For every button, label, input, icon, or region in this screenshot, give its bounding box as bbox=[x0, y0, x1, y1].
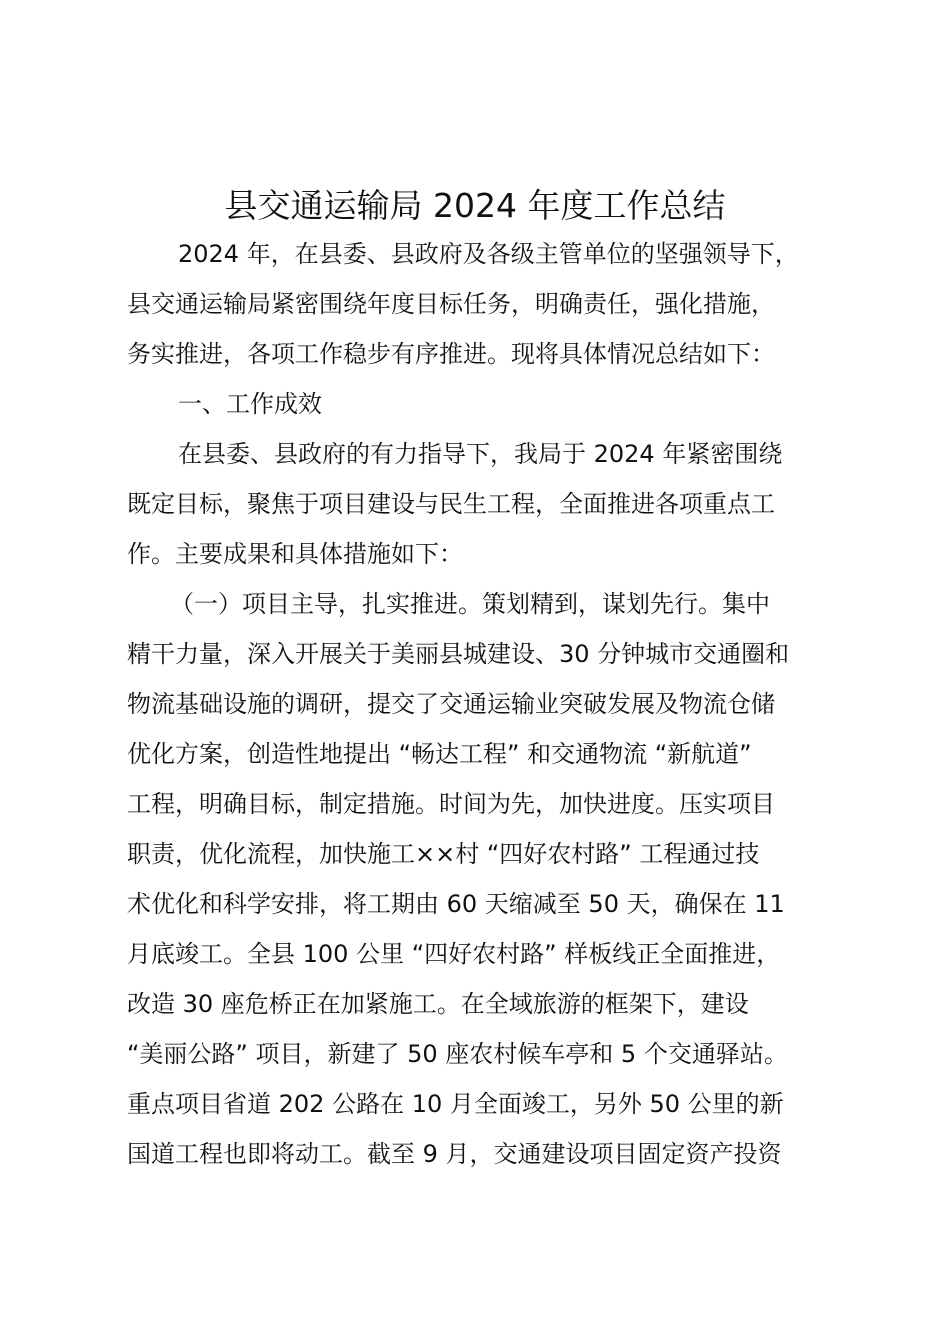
section-heading: 一、工作成效 bbox=[178, 390, 322, 418]
paragraph-line: 优化方案，创造性地提出 “畅达工程” 和交通物流 “新航道” bbox=[127, 740, 752, 768]
paragraph-line: 在县委、县政府的有力指导下，我局于 2024 年紧密围绕 bbox=[178, 440, 783, 468]
paragraph-line: 重点项目省道 202 公路在 10 月全面竣工，另外 50 公里的新 bbox=[127, 1090, 784, 1118]
paragraph-line: “美丽公路” 项目，新建了 50 座农村候车亭和 5 个交通驿站。 bbox=[127, 1040, 788, 1068]
paragraph-line: 作。主要成果和具体措施如下： bbox=[127, 540, 463, 568]
paragraph-line: 务实推进，各项工作稳步有序推进。现将具体情况总结如下： bbox=[127, 340, 775, 368]
paragraph-line: 物流基础设施的调研，提交了交通运输业突破发展及物流仓储 bbox=[127, 690, 775, 718]
document-title: 县交通运输局 2024 年度工作总结 bbox=[224, 186, 726, 225]
paragraph-line: 工程，明确目标，制定措施。时间为先，加快进度。压实项目 bbox=[127, 790, 775, 818]
paragraph-line: 职责，优化流程，加快施工××村 “四好农村路” 工程通过技 bbox=[127, 840, 760, 868]
paragraph-line: 2024 年，在县委、县政府及各级主管单位的坚强领导下， bbox=[178, 240, 799, 268]
paragraph-line: 县交通运输局紧密围绕年度目标任务，明确责任，强化措施， bbox=[127, 290, 775, 318]
paragraph-line: 术优化和科学安排，将工期由 60 天缩减至 50 天，确保在 11 bbox=[127, 890, 785, 918]
paragraph-line: 精干力量，深入开展关于美丽县城建设、30 分钟城市交通圈和 bbox=[127, 640, 790, 668]
paragraph-line: 既定目标，聚焦于项目建设与民生工程，全面推进各项重点工 bbox=[127, 490, 775, 518]
paragraph-line: 月底竣工。全县 100 公里 “四好农村路” 样板线正全面推进， bbox=[127, 940, 781, 968]
paragraph-line: 国道工程也即将动工。截至 9 月，交通建设项目固定资产投资 bbox=[127, 1140, 782, 1168]
paragraph-line: 改造 30 座危桥正在加紧施工。在全域旅游的框架下，建设 bbox=[127, 990, 749, 1018]
paragraph-line: （一）项目主导，扎实推进。策划精到，谋划先行。集中 bbox=[170, 590, 770, 618]
